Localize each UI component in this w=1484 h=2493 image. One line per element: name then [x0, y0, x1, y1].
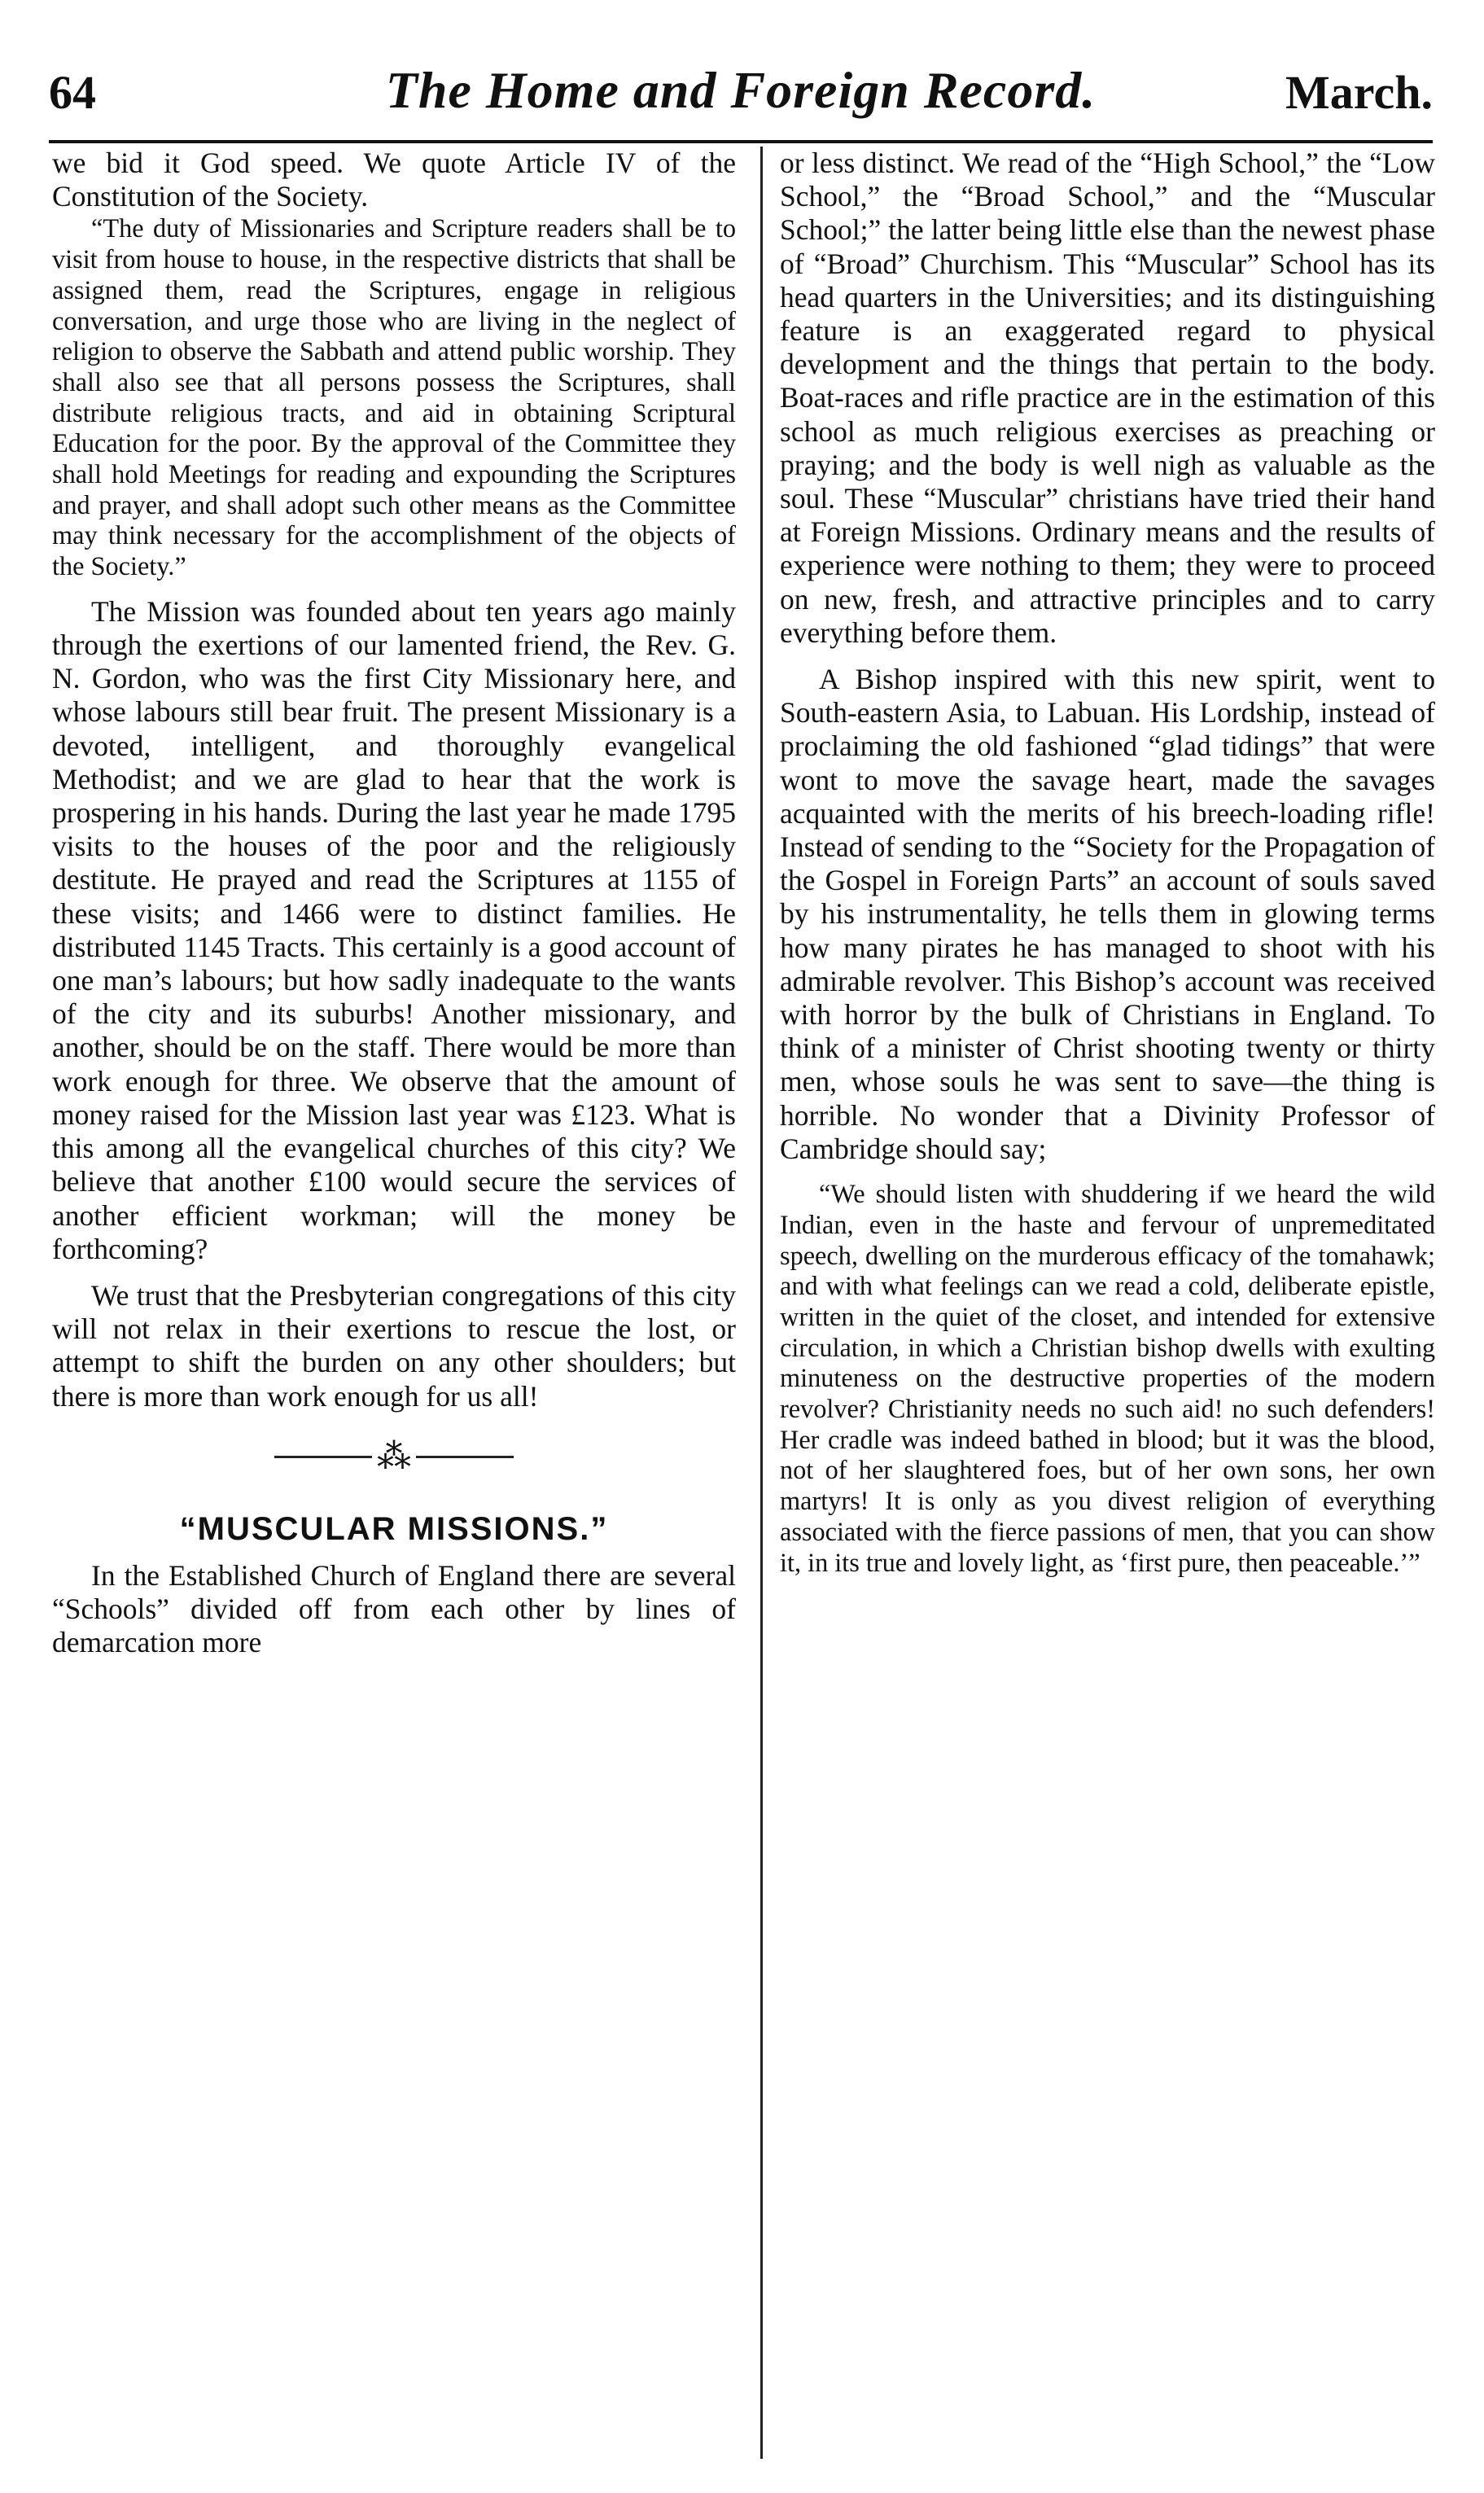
right-column — [780, 147, 1435, 1578]
page-number: 64 — [49, 66, 96, 119]
page-header — [49, 59, 1433, 140]
constitution-quote: “The duty of Missionaries and Scripture readers shall be to visit from house to house, in the respective districts that shall be assigned them, read the Scriptures, engage in religious conversation, and urge those who are living in the neglect of religion to observe the Sabbath and attend public worship. They shall also see that all persons possess the Scriptures, shall distribute religious tracts, and aid in obtaining Scriptural Education for the poor. By the approval of the Committee they shall hold Meetings for reading and expounding the Scriptures and prayer, and shall adopt such other means as the Committee may think necessary for the accomplishment of the objects of the Society.” — [52, 213, 736, 581]
intro-paragraph: we bid it God speed. We quote Article IV of the Constitution of the Society. — [52, 147, 736, 213]
header-rule — [49, 140, 1433, 143]
cambridge-quote: “We should listen with shuddering if we heard the wild Indian, even in the haste and fervour of unpremeditated speech, dwelling on the murderous efficacy of the tomahawk; and with what feelings can we read a cold, deliberate epistle, written in the quiet of the closet, and intended for extensive circulation, in which a Christian bishop dwells with exulting minuteness on the destructive properties of the modern revolver? Christianity needs no such aid! no such defenders! Her cradle was indeed bathed in blood; but it was the blood, not of her slaughtered foes, but of her own sons, her own martyrs! It is only as you divest religion of everything associated with the fierce passions of men, that you can show it, in its true and lovely light, as ‘first pure, then peaceable.’” — [780, 1179, 1435, 1577]
muscular-intro-paragraph: In the Established Church of England there are several “Schools” divided off from each other by lines of demarcation more — [52, 1558, 736, 1659]
column-divider — [760, 147, 763, 2459]
journal-title: The Home and Foreign Record. — [385, 61, 1097, 119]
section-ornament — [52, 1433, 736, 1482]
schools-paragraph: or less distinct. We read of the “High School,” the “Low School,” the “Broad School,” and the “Muscular School;” the latter being little else than the newest phase of “Broad” Churchism. This “Muscular” School has its head quarters in the Universities; and its distinguishing feature is an exaggerated regard to physical development and the things that pertain to the body. Boat-races and rifle practice are in the estimation of this school as much religious exercises as preaching or praying; and the body is well nigh as valuable as the soul. These “Muscular” christians have tried their hand at Foreign Missions. Ordinary means and the results of experience were nothing to them; they were to proceed on new, fresh, and attractive principles and to carry everything before them. — [780, 147, 1435, 649]
mission-paragraph: The Mission was founded about ten years ago mainly through the exertions of our lamented friend, the Rev. G. N. Gordon, who was the first City Missionary here, and whose labours still bear fruit. The present Missionary is a devoted, intelligent, and thoroughly evangelical Methodist; and we are glad to hear that the work is prospering in his hands. During the last year he made 1795 visits to the houses of the poor and the religiously destitute. He prayed and read the Scriptures at 1155 of these visits; and 1466 were to distinct families. He distributed 1145 Tracts. This certainly is a good account of one man’s labours; but how sadly inadequate to the wants of the city and its suburbs! Another missionary, and another, should be on the staff. There would be more than work enough for three. We observe that the amount of money raised for the Mission last year was £123. What is this among all the evangelical churches of this city? We believe that another £100 would secure the services of another efficient workman; will the money be forthcoming? — [52, 594, 736, 1265]
ornament-flourish-icon: ⁂ — [377, 1438, 411, 1476]
left-column — [52, 147, 736, 1659]
presbyterian-paragraph: We trust that the Presbyterian congregations of this city will not relax in their exertions to rescue the lost, or attempt to shift the burden on any other shoulders; but there is more than work enough for us all! — [52, 1278, 736, 1413]
section-title: “MUSCULAR MISSIONS.” — [179, 1510, 609, 1547]
bishop-paragraph: A Bishop inspired with this new spirit, went to South-eastern Asia, to Labuan. His Lordship, instead of proclaiming the old fashioned “glad tidings” that were wont to move the savage heart, made the savages acquainted with the merits of his breech-loading rifle! Instead of sending to the “Society for the Propagation of the Gospel in Foreign Parts” an account of souls saved by his instrumentality, he tells them in glowing terms how many pirates he has managed to shoot with his admirable revolver. This Bishop’s account was received with horror by the bulk of Christians in England. To think of a minister of Christ shooting twenty or thirty men, whose souls he was sent to save—the thing is horrible. No wonder that a Divinity Professor of Cambridge should say; — [780, 663, 1435, 1165]
issue-month: March. — [1285, 66, 1433, 119]
